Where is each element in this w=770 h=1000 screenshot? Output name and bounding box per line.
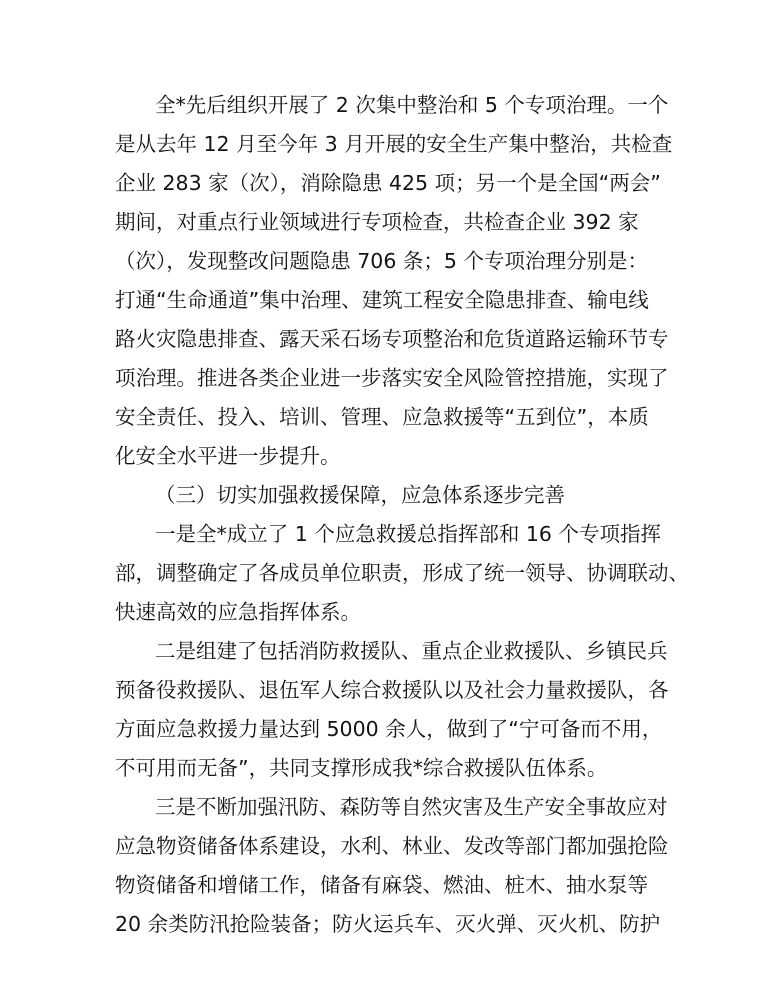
text-line: 化安全水平进一步提升。 [115,444,341,468]
text-line: 项治理。推进各类企业进一步落实安全风险管控措施，实现了 [115,366,669,390]
text-line: 路火灾隐患排查、露天采石场专项整治和危货道路运输环节专 [115,327,669,351]
text-line: 应急物资储备体系建设，水利、林业、发改等部门都加强抢险 [115,834,669,858]
text-line: 打通“生命通道”集中治理、建筑工程安全隐患排查、输电线 [115,288,649,312]
section-heading: （三）切实加强救援保障，应急体系逐步完善 [155,483,565,507]
text-line: 三是不断加强汛防、森防等自然灾害及生产安全事故应对 [155,795,668,819]
text-line: 物资储备和增储工作，储备有麻袋、燃油、桩木、抽水泵等 [115,873,648,897]
text-line: 预备役救援队、退伍军人综合救援队以及社会力量救援队，各 [115,678,669,702]
text-line: 期间，对重点行业领域进行专项检查，共检查企业 392 家 [115,210,639,234]
text-line: 安全责任、投入、培训、管理、应急救援等“五到位”，本质 [115,405,649,429]
text-line: 方面应急救援力量达到 5000 余人，做到了“宁可备而不用， [115,717,663,741]
text-line: 企业 283 家（次），消除隐患 425 项；另一个是全国“两会” [115,171,661,195]
text-line: （次），发现整改问题隐患 706 条；5 个专项治理分别是： [115,249,648,273]
text-line: 全*先后组织开展了 2 次集中整治和 5 个专项治理。一个 [155,93,669,117]
text-line: 是从去年 12 月至今年 3 月开展的安全生产集中整治，共检查 [115,132,673,156]
text-line: 二是组建了包括消防救援队、重点企业救援队、乡镇民兵 [155,639,668,663]
text-line: 快速高效的应急指挥体系。 [115,600,361,624]
text-line: 一是全*成立了 1 个应急救援总指挥部和 16 个专项指挥 [155,522,661,546]
text-line: 20 余类防汛抢险装备；防火运兵车、灭火弹、灭火机、防护 [115,912,661,936]
text-line: 不可用而无备”，共同支撑形成我*综合救援队伍体系。 [115,756,608,780]
text-line: 部，调整确定了各成员单位职责，形成了统一领导、协调联动、 [115,561,689,585]
